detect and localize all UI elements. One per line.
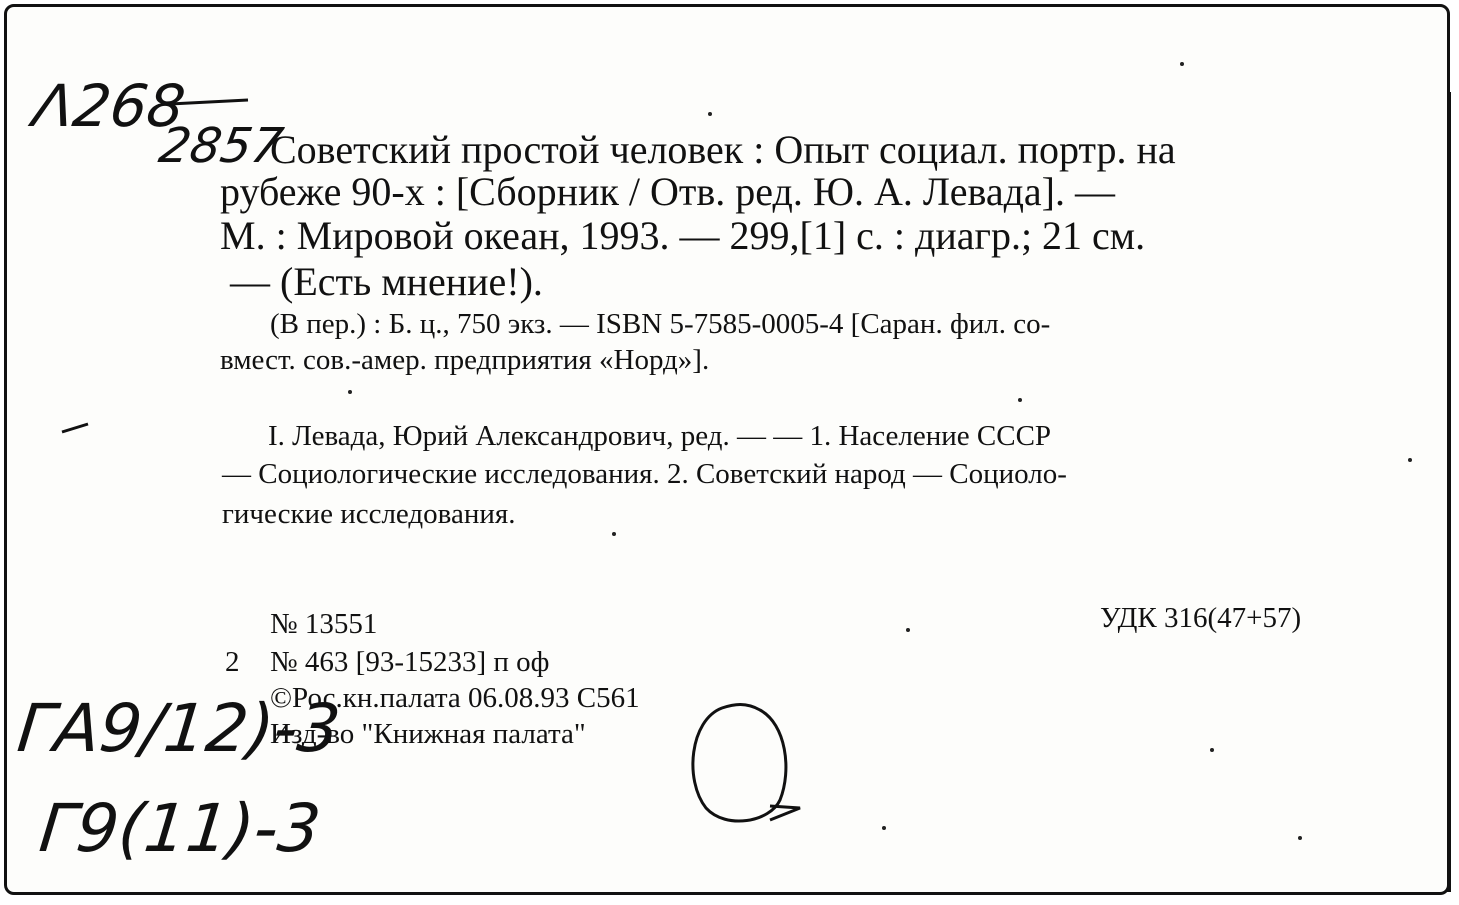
underline-stroke [170,100,248,104]
scan-speck [1298,836,1302,840]
scan-speck [882,826,886,830]
handwritten-shelf-mark: Λ268 [29,72,190,140]
margin-tick [62,424,88,432]
record-line-3: М. : Мировой океан, 1993. — 299,[1] с. : диагр.; 21 см. [220,213,1146,258]
order-number: № 463 [93-15233] п оф [270,646,550,678]
card-prefix: 2 [225,646,240,678]
publisher-line: Изд-во "Книжная палата" [270,718,586,750]
handwritten-code-1: ГА9/12)-3 [13,690,344,767]
notes-line-2: вмест. сов.-амер. предприятия «Норд»]. [220,344,710,376]
tracing-line-2: — Социологические исследования. 2. Советский народ — Социоло- [222,458,1067,490]
udk-code: УДК 316(47+57) [1100,602,1302,634]
scan-speck [906,628,910,632]
scan-speck [708,112,712,116]
handwritten-code-2: Г9(11)-3 [35,790,325,867]
notes-line-1: (В пер.) : Б. ц., 750 экз. — ISBN 5-7585-0005-4 [Саран. фил. со- [270,308,1051,340]
tracing-line-3: гические исследования. [222,498,516,530]
scan-speck [1018,398,1022,402]
scan-speck [1210,748,1214,752]
scan-speck [612,532,616,536]
scan-speck [1408,458,1412,462]
scan-speck [348,390,352,394]
record-line-2: рубеже 90-х : [Сборник / Отв. ред. Ю. А. Левада]. — [220,169,1115,214]
record-line-4: — (Есть мнение!). [230,259,543,304]
circle-scribble-icon [693,705,786,822]
tracing-line-1: I. Левада, Юрий Александрович, ред. — — 1. Население СССР [268,420,1052,452]
handwritten-inventory-number: 2857 [155,118,288,174]
copyright-line: ©Рос.кн.палата 06.08.93 С561 [270,682,640,714]
record-line-1: Советский простой человек : Опыт социал. портр. на [270,127,1176,172]
card-number: № 13551 [270,608,378,640]
scan-speck [1180,62,1184,66]
